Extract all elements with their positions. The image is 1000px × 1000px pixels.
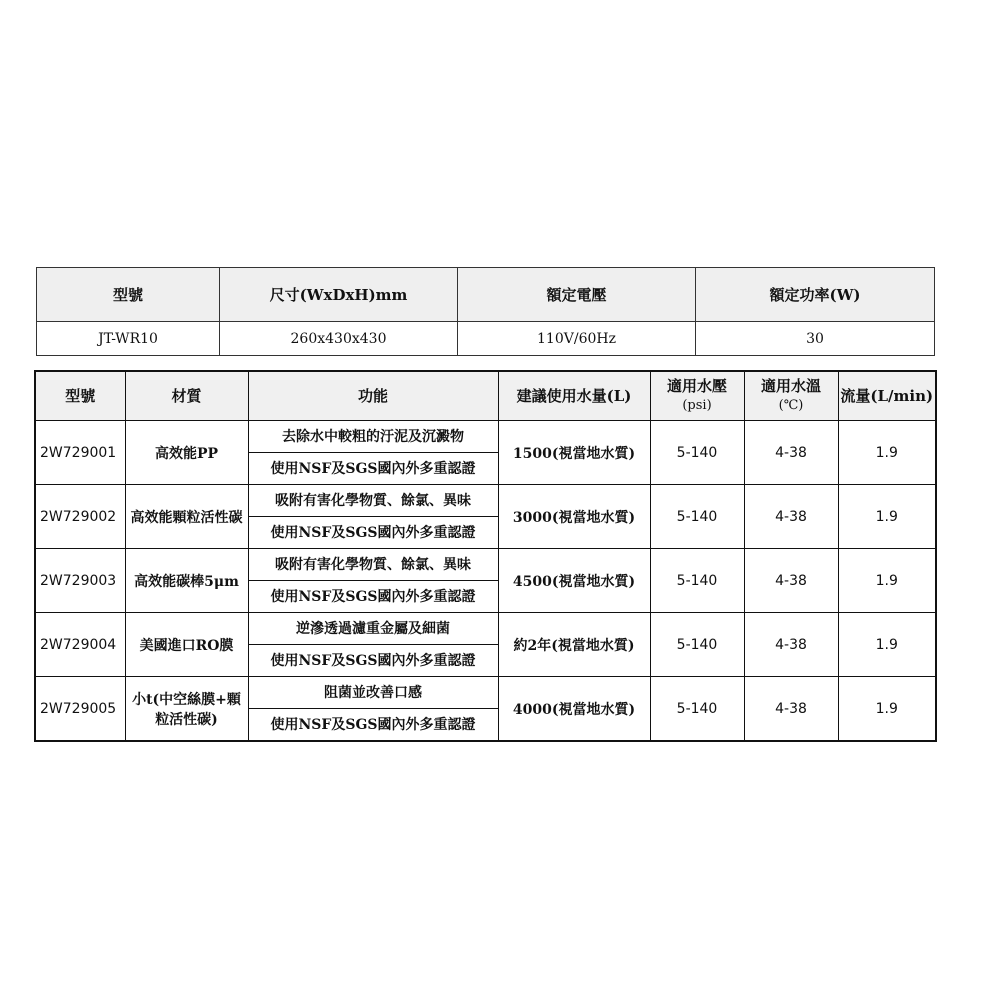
filter-header-row — [35, 371, 936, 421]
row-function-primary: 逆滲透過濾重金屬及細菌 — [248, 613, 498, 645]
row-model: 2W729003 — [35, 549, 125, 613]
filter-header-temp — [744, 371, 838, 421]
row-flow: 1.9 — [838, 613, 936, 677]
row-function-cert: 使用NSF及SGS國內外多重認證 — [248, 709, 498, 742]
table-row — [35, 421, 936, 453]
spec-data-row — [37, 322, 935, 356]
table-row — [35, 549, 936, 581]
table-row — [35, 677, 936, 709]
filter-header-function: 功能 — [248, 371, 498, 421]
row-pressure: 5-140 — [650, 677, 744, 742]
row-pressure: 5-140 — [650, 421, 744, 485]
row-model: 2W729001 — [35, 421, 125, 485]
row-pressure: 5-140 — [650, 613, 744, 677]
row-flow: 1.9 — [838, 677, 936, 742]
row-model: 2W729002 — [35, 485, 125, 549]
row-function-cert: 使用NSF及SGS國內外多重認證 — [248, 517, 498, 549]
spec-header-row — [37, 268, 935, 322]
row-flow: 1.9 — [838, 549, 936, 613]
row-pressure: 5-140 — [650, 549, 744, 613]
filter-header-pressure — [650, 371, 744, 421]
filter-header-flow: 流量(L/min) — [838, 371, 936, 421]
row-model: 2W729004 — [35, 613, 125, 677]
spec-power: 30 — [696, 322, 935, 356]
filter-header-material: 材質 — [125, 371, 248, 421]
row-material: 小t(中空絲膜+顆粒活性碳) — [125, 677, 248, 742]
spec-voltage: 110V/60Hz — [458, 322, 696, 356]
row-temp: 4-38 — [744, 677, 838, 742]
spec-header-size: 尺寸(WxDxH)mm — [220, 268, 458, 322]
spec-header-model: 型號 — [37, 268, 220, 322]
row-function-cert: 使用NSF及SGS國內外多重認證 — [248, 645, 498, 677]
table-row — [35, 613, 936, 645]
row-material: 高效能PP — [125, 421, 248, 485]
spec-header-voltage: 額定電壓 — [458, 268, 696, 322]
temp-unit: (℃) — [778, 398, 804, 413]
spec-table — [36, 267, 935, 356]
row-model: 2W729005 — [35, 677, 125, 742]
row-pressure: 5-140 — [650, 485, 744, 549]
row-flow: 1.9 — [838, 485, 936, 549]
temp-label: 適用水溫 — [760, 377, 821, 395]
table-row — [35, 485, 936, 517]
row-function-cert: 使用NSF及SGS國內外多重認證 — [248, 453, 498, 485]
row-temp: 4-38 — [744, 613, 838, 677]
row-material: 高效能顆粒活性碳 — [125, 485, 248, 549]
row-temp: 4-38 — [744, 549, 838, 613]
row-function-primary: 去除水中較粗的汙泥及沉澱物 — [248, 421, 498, 453]
row-capacity: 4000(視當地水質) — [498, 677, 650, 742]
spec-size: 260x430x430 — [220, 322, 458, 356]
row-flow: 1.9 — [838, 421, 936, 485]
row-capacity: 4500(視當地水質) — [498, 549, 650, 613]
row-function-primary: 阻菌並改善口感 — [248, 677, 498, 709]
spec-model: JT-WR10 — [37, 322, 220, 356]
row-material: 高效能碳棒5μm — [125, 549, 248, 613]
row-material: 美國進口RO膜 — [125, 613, 248, 677]
row-capacity: 1500(視當地水質) — [498, 421, 650, 485]
spec-header-power: 額定功率(W) — [696, 268, 935, 322]
row-capacity: 約2年(視當地水質) — [498, 613, 650, 677]
row-function-primary: 吸附有害化學物質、餘氯、異味 — [248, 485, 498, 517]
row-capacity: 3000(視當地水質) — [498, 485, 650, 549]
pressure-unit: (psi) — [682, 398, 712, 413]
row-temp: 4-38 — [744, 421, 838, 485]
filter-table — [34, 370, 937, 742]
row-function-cert: 使用NSF及SGS國內外多重認證 — [248, 581, 498, 613]
pressure-label: 適用水壓 — [666, 377, 727, 395]
row-function-primary: 吸附有害化學物質、餘氯、異味 — [248, 549, 498, 581]
filter-header-model: 型號 — [35, 371, 125, 421]
filter-header-capacity: 建議使用水量(L) — [498, 371, 650, 421]
row-temp: 4-38 — [744, 485, 838, 549]
